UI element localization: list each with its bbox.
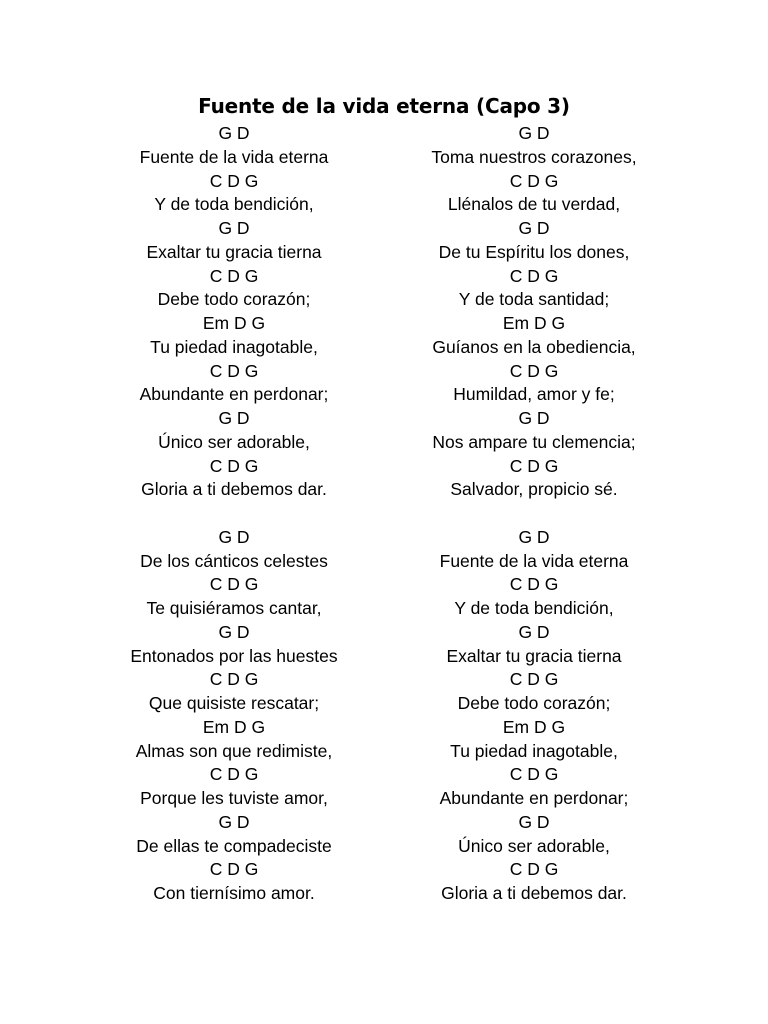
chord-line: G D	[518, 408, 550, 428]
lyric-line: Que quisiste rescatar;	[148, 693, 320, 713]
lyric-line: Y de toda bendición,	[454, 598, 614, 618]
chord-line: G D	[518, 526, 550, 547]
lyric-line: Y de toda bendición,	[154, 194, 314, 215]
lyric-line: Exaltar tu gracia tierna	[146, 241, 322, 262]
chord-line: Em D G	[502, 313, 566, 333]
lyric-line: Y de toda santidad;	[458, 289, 610, 310]
lyric-line: De los cánticos celestes	[140, 550, 328, 571]
lyric-line: Abundante en perdonar;	[439, 788, 629, 808]
chord-line: G D	[518, 811, 550, 832]
lyric-line: Exaltar tu gracia tierna	[446, 645, 622, 666]
lyric-line: Salvador, propicio sé.	[450, 479, 618, 500]
lyric-line: Guíanos en la obediencia,	[432, 336, 636, 357]
lyric-line: Te quisiéramos cantar,	[146, 598, 322, 618]
chord-line: C D G	[209, 265, 259, 286]
chord-line: Em D G	[202, 313, 266, 333]
stanza	[384, 526, 684, 906]
lyric-line: Fuente de la vida eterna	[439, 550, 629, 571]
lyric-line: Con tiernísimo amor.	[153, 883, 315, 903]
chord-line: C D G	[209, 360, 259, 381]
chord-line: Em D G	[502, 716, 566, 737]
chord-line: C D G	[209, 764, 259, 785]
lyric-line: Porque les tuviste amor,	[140, 788, 328, 808]
chord-line: C D G	[509, 455, 559, 476]
chord-line: C D G	[509, 360, 559, 381]
lyric-line: Humildad, amor y fe;	[453, 384, 615, 405]
chord-line: C D G	[209, 574, 259, 595]
chord-line: C D G	[509, 859, 559, 880]
stanza	[384, 122, 684, 502]
lyric-line: Entonados por las huestes	[130, 645, 338, 666]
lyric-line: Debe todo corazón;	[457, 693, 611, 713]
left-column	[84, 122, 384, 906]
chord-line: G D	[218, 621, 250, 642]
lyric-line: Gloria a ti debemos dar.	[141, 479, 327, 500]
right-column	[384, 122, 684, 906]
lyric-line: Llénalos de tu verdad,	[447, 194, 621, 215]
chord-line: C D G	[509, 764, 559, 785]
chord-line: C D G	[509, 574, 559, 595]
lyric-line: Almas son que redimiste,	[135, 740, 333, 761]
chord-line: C D G	[209, 669, 259, 690]
document-title: Fuente de la vida eterna (Capo 3)	[198, 94, 570, 118]
lyric-line: Abundante en perdonar;	[139, 384, 329, 405]
lyric-line: Gloria a ti debemos dar.	[441, 883, 627, 903]
chord-line: C D G	[209, 859, 259, 880]
chord-line: G D	[218, 218, 250, 238]
chord-line: G D	[218, 526, 250, 547]
chord-line: G D	[518, 123, 550, 143]
chord-line: G D	[218, 811, 250, 832]
lyric-line: Único ser adorable,	[458, 835, 610, 856]
lyric-line: Único ser adorable,	[158, 431, 310, 452]
lyric-line: Fuente de la vida eterna	[139, 146, 329, 167]
chord-line: C D G	[209, 170, 259, 191]
chord-line: G D	[518, 621, 550, 642]
chord-line: G D	[218, 123, 250, 143]
lyric-line: De tu Espíritu los dones,	[438, 241, 630, 262]
stanza	[84, 122, 384, 502]
chord-line: C D G	[509, 669, 559, 690]
lyric-line: Debe todo corazón;	[157, 289, 311, 310]
chord-line: C D G	[209, 455, 259, 476]
lyric-line: Toma nuestros corazones,	[431, 146, 637, 167]
chord-line: C D G	[509, 170, 559, 191]
chord-line: G D	[518, 218, 550, 238]
lyric-line: De ellas te compadeciste	[136, 835, 332, 856]
lyric-line: Tu piedad inagotable,	[450, 740, 618, 761]
chord-line: C D G	[509, 265, 559, 286]
chord-line: Em D G	[202, 716, 266, 737]
chord-line: G D	[218, 408, 250, 428]
lyric-line: Tu piedad inagotable,	[150, 336, 318, 357]
lyric-line: Nos ampare tu clemencia;	[432, 431, 636, 452]
stanza	[84, 526, 384, 906]
